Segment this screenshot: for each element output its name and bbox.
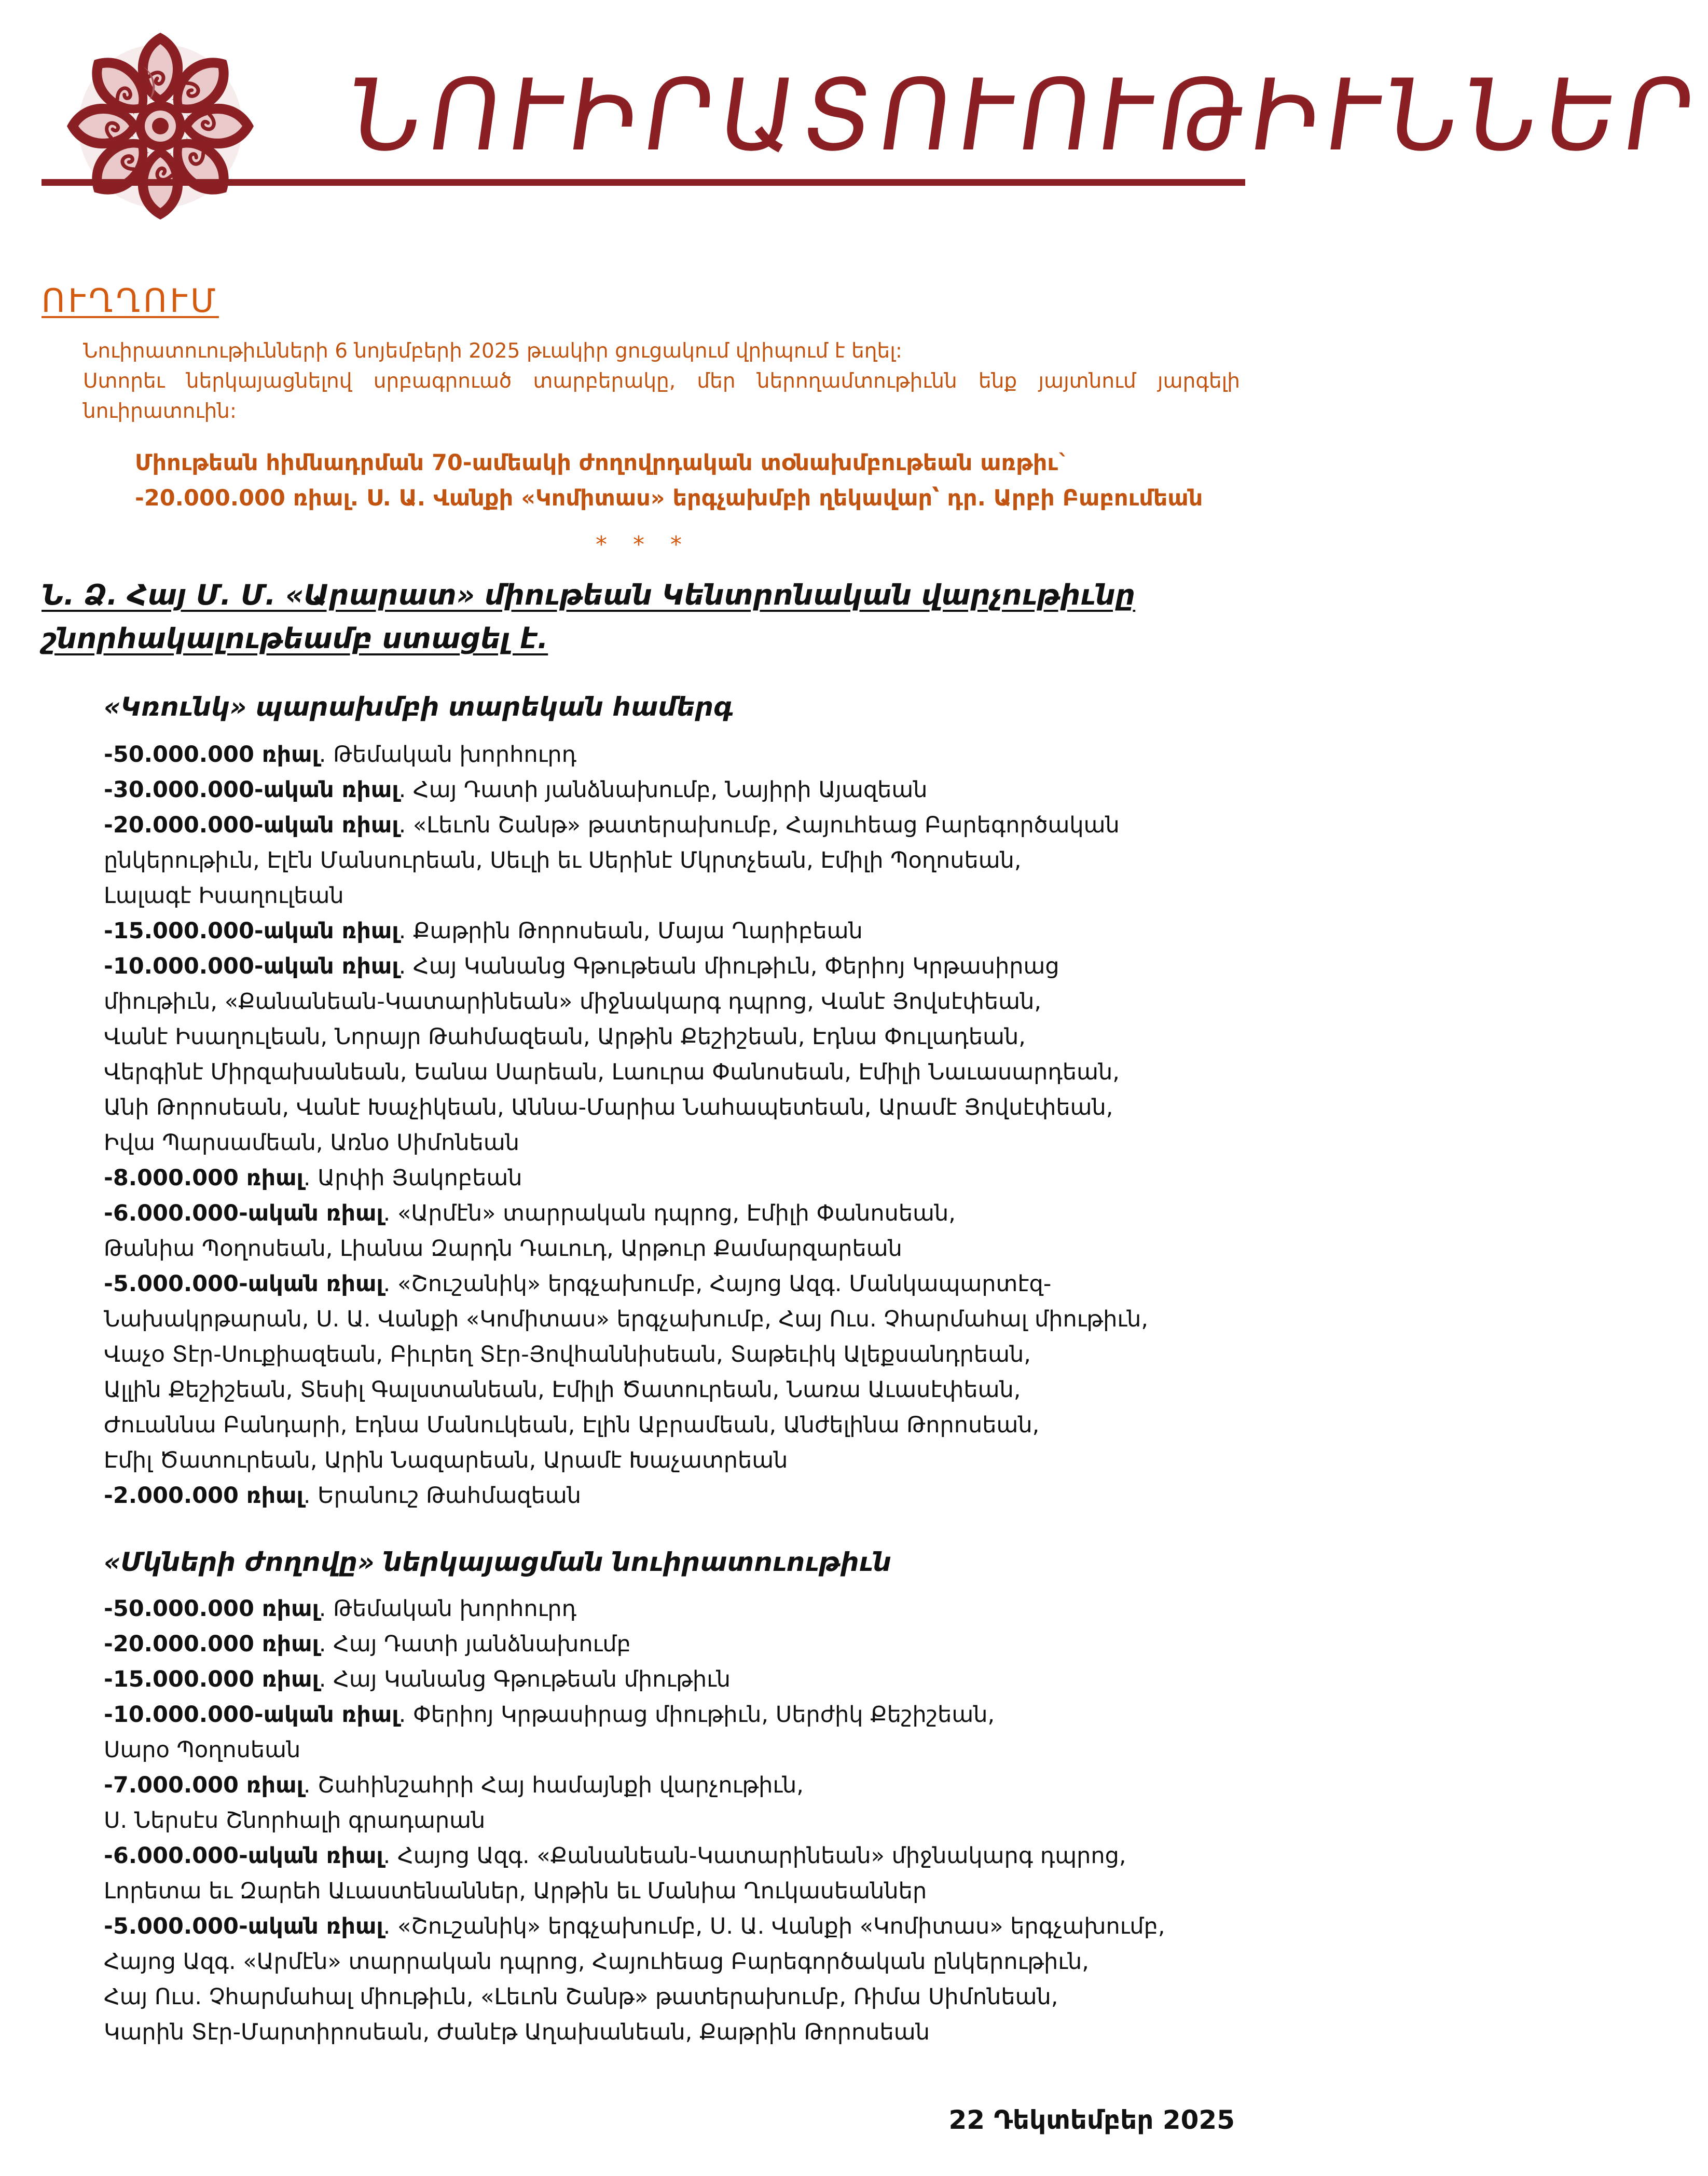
correction-entry (135, 445, 1245, 516)
donation-entry (104, 1697, 1245, 1768)
correction-line: Նուիրատուութիւնների 6 նոյեմբերի 2025 թւակիր ցուցակում վրիպում է եղել: (83, 339, 902, 363)
donation-amount: -50.000.000 ռիալ (104, 742, 319, 768)
donation-amount: -5.000.000-ական ռիալ (104, 1913, 383, 1939)
donation-entry (104, 1478, 1245, 1513)
donor-names: Վերգինէ Միրզախանեան, Եանա Սարեան, Լաուրա Փանոսեան, Էմիլի Նաւասարդեան, (104, 1059, 1120, 1085)
masthead-divider (42, 179, 1245, 186)
donor-names: Իվա Պարսամեան, Առնօ Սիմոնեան (104, 1130, 520, 1156)
donation-amount: -10.000.000-ական ռիալ (104, 1702, 399, 1728)
donation-entry (104, 1768, 1245, 1838)
donor-names: Ժուաննա Բանդարի, Էդնա Մանուկեան, Էլին Աբրամեան, Անժելինա Թորոսեան, (104, 1412, 1040, 1438)
donation-entry (104, 913, 1245, 949)
donor-names: Հայոց Ազգ. «Արմէն» տարրական դպրոց, Հայուհեաց Բարեգործական ընկերութիւն, (104, 1949, 1089, 1975)
donor-names: . Հայ Կանանց Գթութեան միութիւն, Փերիոյ Կրթասիրաց (398, 953, 1059, 979)
donor-names: . Հայ Դատի յանձնախումբ, Նայիրի Այազեան (398, 777, 928, 803)
donor-names: . Քաթրին Թորոսեան, Մայա Ղարիբեան (398, 918, 863, 944)
main-heading (42, 573, 1245, 661)
donor-names: Լալագէ Իսաղուլեան (104, 883, 344, 909)
correction-entry-line: Միութեան հիմնադրման 70-ամեակի ժողովրդական տօնախմբութեան առթիւ` (135, 450, 1069, 476)
donation-amount: -8.000.000 ռիալ (104, 1165, 304, 1191)
donor-names: . Երանուշ Թահմազեան (303, 1483, 582, 1509)
publication-date: 22 Դեկտեմբեր 2025 (948, 2105, 1235, 2135)
correction-line: Ստորեւ ներկայացնելով սրբագրուած տարբերակը, մեր ներողամտութիւնն ենք յայտնում յարգելի նուիրատուին: (83, 369, 1240, 423)
donor-names: . Արփի Յակոբեան (303, 1165, 522, 1191)
donation-amount: -20.000.000 ռիալ (104, 1631, 319, 1657)
donor-names: . «Շուշանիկ» երգչախումբ, Հայոց Ազգ. Մանկապարտէզ- (383, 1271, 1052, 1297)
donor-names: . «Արմէն» տարրական դպրոց, Էմիլի Փանոսեան, (383, 1200, 956, 1226)
section-heading-play: «Մկների ժողովը» ներկայացման նուիրատուութիւն (104, 1547, 891, 1577)
correction-entry-line: -20.000.000 ռիալ. Ս. Ա. Վանքի «Կոմիտաս» երգչախմբի ղեկավար՝ դր. Արբի Բաբումեան (135, 485, 1203, 511)
section-separator: * * * (596, 531, 691, 558)
donor-names: ընկերութիւն, Էլէն Մանսուրեան, Սեւլի եւ Սերինէ Մկրտչեան, Էմիլի Պօղոսեան, (104, 847, 1022, 873)
donor-names: Վանէ Իսաղուլեան, Նորայր Թահմազեան, Արթին Քեշիշեան, Էդնա Փուլադեան, (104, 1024, 1026, 1050)
rosette-graphic (76, 26, 245, 226)
donation-entry (104, 1838, 1245, 1909)
donation-amount: -6.000.000-ական ռիալ (104, 1200, 383, 1226)
donation-entry (104, 949, 1245, 1160)
donation-amount: -5.000.000-ական ռիալ (104, 1271, 383, 1297)
correction-text (83, 336, 1240, 427)
donor-names: . Փերիոյ Կրթասիրաց միութիւն, Սերժիկ Քեշիշեան, (398, 1702, 995, 1728)
donor-names: Սարօ Պօղոսեան (104, 1737, 301, 1763)
donation-entry (104, 1591, 1245, 1626)
donation-amount: -15.000.000 ռիալ (104, 1666, 319, 1692)
donation-amount: -30.000.000-ական ռիալ (104, 777, 399, 803)
donation-amount: -50.000.000 ռիալ (104, 1596, 319, 1622)
donor-names: Նախակրթարան, Ս. Ա. Վանքի «Կոմիտաս» երգչախումբ, Հայ Ուս. Չհարմահալ միութիւն, (104, 1306, 1149, 1332)
donation-amount: -7.000.000 ռիալ (104, 1772, 304, 1798)
donor-names: . «Շուշանիկ» երգչախումբ, Ս. Ա. Վանքի «Կոմիտաս» երգչախումբ, (383, 1913, 1165, 1939)
donor-names: Վաչօ Տէր-Սուքիազեան, Բիւրեղ Տէր-Յովհաննիսեան, Տաթեւիկ Ալեքսանդրեան, (104, 1342, 1031, 1367)
donation-entry (104, 808, 1245, 913)
donation-entry (104, 1160, 1245, 1196)
donor-names: միութիւն, «Քանանեան-Կատարինեան» միջնակարգ դպրոց, Վանէ Յովսէփեան, (104, 989, 1041, 1015)
donor-names: . Թեմական խորհուրդ (319, 1596, 577, 1622)
donor-names: Լորետա եւ Զարեհ Աւաստենաններ, Արթին եւ Մանիա Ղուկասեաններ (104, 1878, 927, 1904)
main-heading-line: շնորհակալութեամբ ստացել է. (42, 622, 548, 655)
donation-entry (104, 1909, 1245, 2050)
donation-amount: -2.000.000 ռիալ (104, 1483, 304, 1509)
donor-names: . Շահինշահրի Հայ համայնքի վարչութիւն, (303, 1772, 804, 1798)
donation-list-concert (104, 737, 1245, 1513)
donation-amount: -10.000.000-ական ռիալ (104, 953, 399, 979)
donor-names: . «Լեւոն Շանթ» թատերախումբ, Հայուհեաց Բարեգործական (398, 812, 1120, 838)
donor-names: Թանիա Պօղոսեան, Լիանա Զարդն Դաւուդ, Արթուր Քամարզարեան (104, 1236, 902, 1262)
ornamental-rosette-logo-icon (76, 26, 245, 226)
section-heading-concert: «Կռունկ» պարախմբի տարեկան համերգ (104, 692, 734, 722)
donation-entry (104, 772, 1245, 808)
donor-names: . Թեմական խորհուրդ (319, 742, 577, 768)
donation-entry (104, 737, 1245, 772)
donor-names: . Հայ Դատի յանձնախումբ (319, 1631, 631, 1657)
masthead-title: ՆՈՒԻՐԱՏՈՒՈՒԹԻՒՆՆԵՐ (342, 58, 1708, 173)
donor-names: Ալլին Քեշիշեան, Տեսիլ Գալստանեան, Էմիլի Ծատուրեան, Նառա Աւասէփեան, (104, 1377, 1021, 1403)
donation-list-play (104, 1591, 1245, 2050)
donation-amount: -20.000.000-ական ռիալ (104, 812, 399, 838)
donor-names: Ս. Ներսէս Շնորհալի գրադարան (104, 1808, 486, 1833)
donation-amount: -15.000.000-ական ռիալ (104, 918, 399, 944)
donor-names: Կարին Տէր-Մարտիրոսեան, Ժանէթ Աղախանեան, Քաթրին Թորոսեան (104, 2019, 930, 2045)
donor-names: . Հայ Կանանց Գթութեան միութիւն (319, 1666, 731, 1692)
correction-title: ՈՒՂՂՈՒՄ (42, 282, 219, 320)
donation-amount: -6.000.000-ական ռիալ (104, 1843, 383, 1869)
donation-entry (104, 1626, 1245, 1662)
donor-names: Էմիլ Ծատուրեան, Արին Նազարեան, Արամէ Խաչատրեան (104, 1447, 788, 1473)
donor-names: Անի Թորոսեան, Վանէ Խաչիկեան, Աննա-Մարիա Նահապետեան, Արամէ Յովսէփեան, (104, 1094, 1113, 1120)
donation-entry (104, 1266, 1245, 1478)
logo-center-dot (152, 118, 169, 134)
main-heading-line: Ն. Ձ. Հայ Մ. Մ. «Արարատ» միութեան Կենտրոնական վարչութիւնը (42, 579, 1136, 611)
donor-names: . Հայոց Ազգ. «Քանանեան-Կատարինեան» միջնակարգ դպրոց, (383, 1843, 1126, 1869)
donor-names: Հայ Ուս. Չհարմահալ միութիւն, «Լեւոն Շանթ» թատերախումբ, Ռիմա Սիմոնեան, (104, 1984, 1058, 2010)
donation-entry (104, 1662, 1245, 1697)
donation-entry (104, 1196, 1245, 1266)
